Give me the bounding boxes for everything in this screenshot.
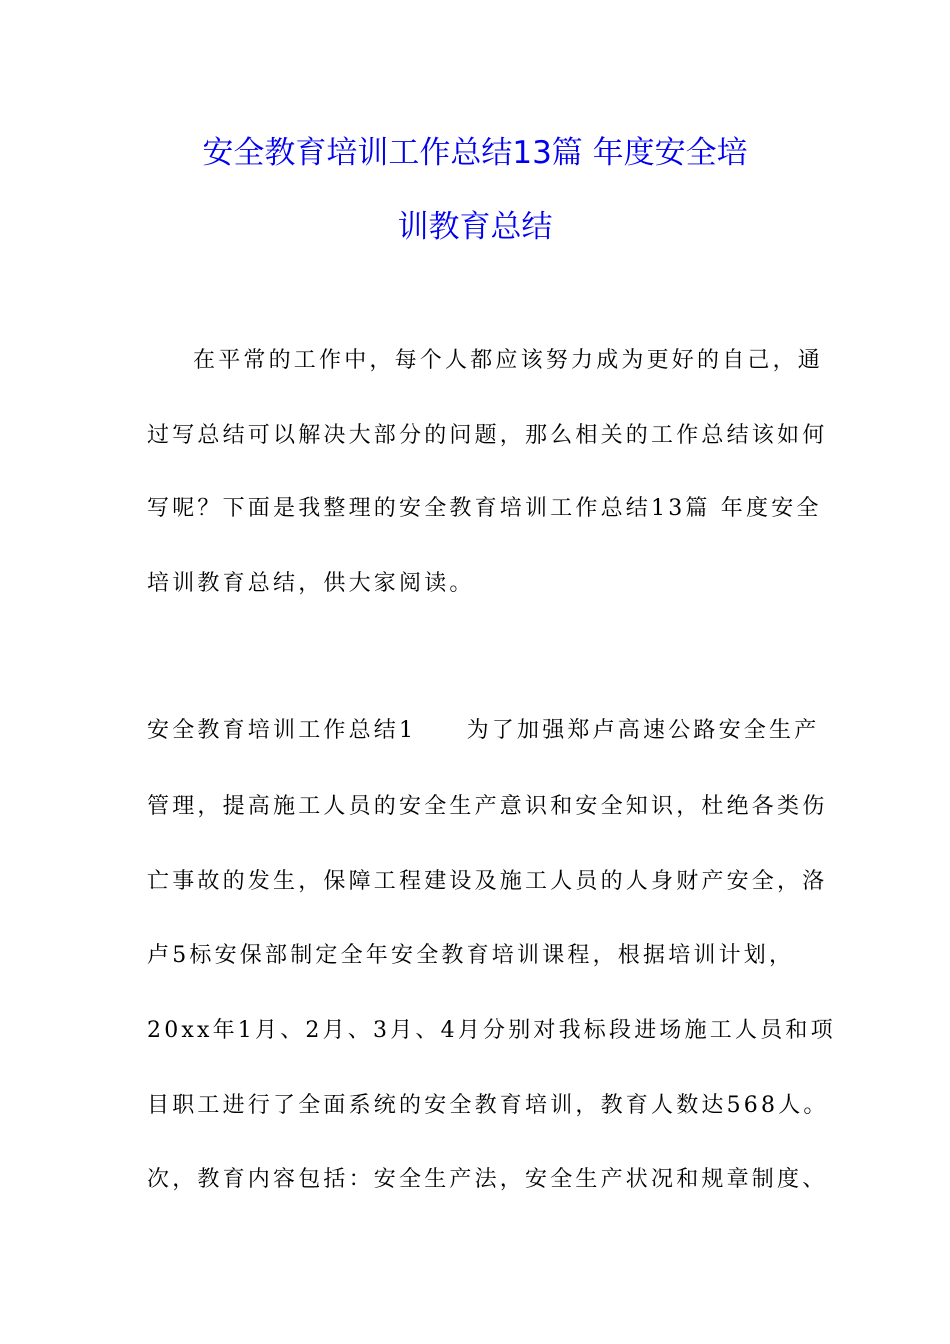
section-paragraph-line: 安全教育培训工作总结1 为了加强郑卢高速公路安全生产 bbox=[147, 718, 820, 743]
intro-paragraph-line: 在平常的工作中，每个人都应该努力成为更好的自己，通 bbox=[193, 348, 824, 373]
intro-paragraph-line: 过写总结可以解决大部分的问题，那么相关的工作总结该如何 bbox=[147, 423, 828, 448]
section-paragraph-line: 次，教育内容包括：安全生产法，安全生产状况和规章制度、 bbox=[147, 1167, 828, 1192]
section-paragraph-line: 管理，提高施工人员的安全生产意识和安全知识，杜绝各类伤 bbox=[147, 794, 828, 819]
document-title-line-1: 安全教育培训工作总结13篇 年度安全培 bbox=[202, 135, 748, 171]
section-paragraph-line: 亡事故的发生，保障工程建设及施工人员的人身财产安全，洛 bbox=[147, 869, 828, 894]
intro-paragraph-line: 写呢？下面是我整理的安全教育培训工作总结13篇 年度安全 bbox=[147, 496, 822, 521]
section-paragraph-line: 目职工进行了全面系统的安全教育培训，教育人数达568人。 bbox=[147, 1093, 829, 1118]
section-paragraph-line: 20xx年1月、2月、3月、4月分别对我标段进场施工人员和项 bbox=[147, 1018, 836, 1043]
intro-paragraph-line: 培训教育总结，供大家阅读。 bbox=[147, 571, 475, 596]
section-paragraph-line: 卢5标安保部制定全年安全教育培训课程，根据培训计划， bbox=[147, 943, 795, 968]
document-title-line-2: 训教育总结 bbox=[397, 209, 553, 245]
